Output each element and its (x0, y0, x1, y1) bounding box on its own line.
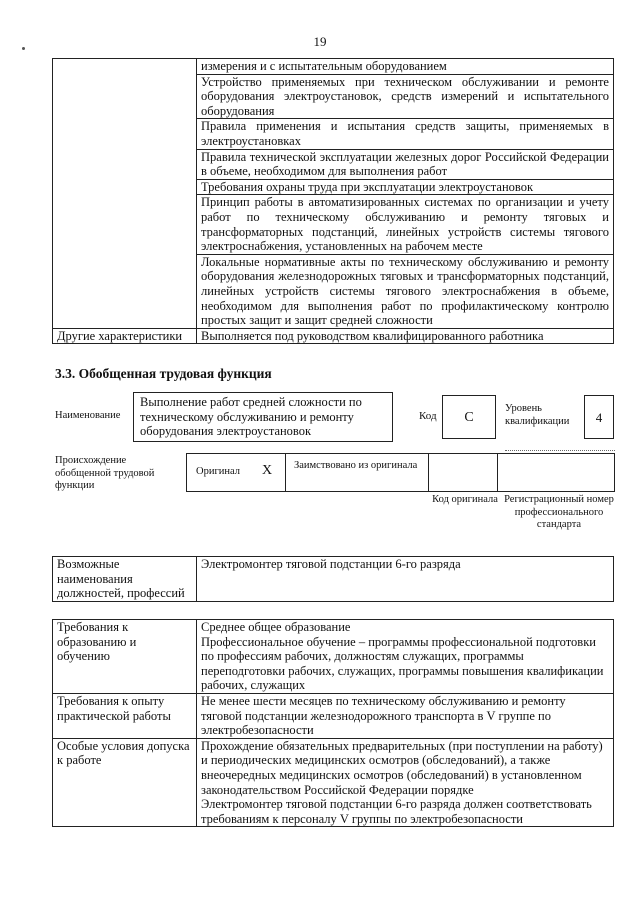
experience-line: Не менее шести месяцев по техническому обслуживанию и ремонту тяговой подстанции железнодорожного транспорта в V группе по электробезопасности (201, 693, 566, 738)
code-label: Код (419, 410, 437, 422)
education-line: Среднее общее образование (201, 620, 351, 634)
admission-line: Электромонтер тяговой подстанции 6-го разряда должен соответствовать требованиям к персоналу V группы по электробезопасности (201, 797, 592, 826)
table-row (53, 328, 614, 344)
positions-table (52, 556, 614, 602)
experience-value (197, 693, 614, 738)
table-label-cell (53, 59, 197, 329)
admission-line: Прохождение обязательных предварительных (при поступлении на работу) и периодических медицинских осмотров (обследований), а также внеочередных медицинских осмотров (обследований) в установленном законодательством Российской Федерации порядке (201, 738, 603, 797)
table-row (53, 693, 614, 738)
reg-number-caption: Регистрационный номер профессионального стандарта (504, 494, 614, 530)
function-name-box: Выполнение работ средней сложности по техническому обслуживанию и ремонту оборудования электроустановок (133, 392, 393, 442)
scan-speck (22, 47, 25, 50)
table-row (53, 620, 614, 694)
table-cell: Правила применения и испытания средств защиты, применяемых в электроустановках (197, 119, 614, 149)
section-heading: 3.3. Обобщенная трудовая функция (55, 366, 272, 381)
knowledge-table (52, 58, 614, 344)
table-cell: Требования охраны труда при эксплуатации электроустановок (197, 179, 614, 195)
original-mark: X (262, 463, 273, 478)
admission-label: Особые условия допуска к работе (53, 738, 197, 827)
borrowed-label: Заимствовано из оригинала (294, 460, 418, 471)
code-original-caption: Код оригинала (432, 494, 498, 505)
table-cell: измерения и с испытательным оборудованием (197, 59, 614, 75)
positions-value: Электромонтер тяговой подстанции 6-го разряда (197, 557, 614, 602)
education-value (197, 620, 614, 694)
table-cell: Выполняется под руководством квалифицированного работника (197, 328, 614, 344)
page-number: 19 (313, 34, 327, 49)
table-cell: Правила технической эксплуатации железных дорог Российской Федерации в объеме, необходимом для выполнения работ (197, 149, 614, 179)
experience-label: Требования к опыту практической работы (53, 693, 197, 738)
reg-number-cell (497, 453, 615, 492)
education-line: Профессиональное обучение – программы профессиональной подготовки по профессиям рабочих, должностям служащих, программы переподготовки рабочих, служащих, программы повышения квалификации рабочих, служащих (201, 634, 604, 693)
qualification-level-box: 4 (584, 395, 614, 439)
qualification-level-label: Уровень квалификации (505, 403, 570, 427)
admission-value (197, 738, 614, 827)
positions-label: Возможные наименования должностей, профессий (53, 557, 197, 602)
name-label: Наименование (55, 410, 121, 421)
table-row (53, 557, 614, 602)
borrowed-cell (285, 453, 429, 492)
divider-line (505, 450, 615, 451)
other-characteristics-label: Другие характеристики (53, 328, 197, 344)
table-row (53, 59, 614, 75)
table-cell: Локальные нормативные акты по техническому обслуживанию и ремонту оборудования железнодорожных тяговых и трансформаторных подстанций, линейных устройств системы тягового электроснабжения в объеме, необходимом для выполнения работ по профилактическому контролю простых защит и защит средней сложности (197, 254, 614, 328)
code-value-box: C (442, 395, 496, 439)
table-cell: Устройство применяемых при техническом обслуживании и ремонте оборудования электроустановок, средств измерений и испытательного оборудования (197, 74, 614, 119)
table-cell: Принцип работы в автоматизированных системах по организации и учету работ по техническому обслуживанию и ремонту тяговых и трансформаторных подстанций, линейных устройств системы тягового электроснабжения, установленных на рабочем месте (197, 195, 614, 254)
code-original-cell (428, 453, 498, 492)
education-label: Требования к образованию и обучению (53, 620, 197, 694)
original-label: Оригинал (196, 466, 240, 477)
origin-label: Происхождение обобщенной трудовой функции (55, 455, 155, 491)
requirements-table (52, 619, 614, 827)
table-row (53, 738, 614, 827)
